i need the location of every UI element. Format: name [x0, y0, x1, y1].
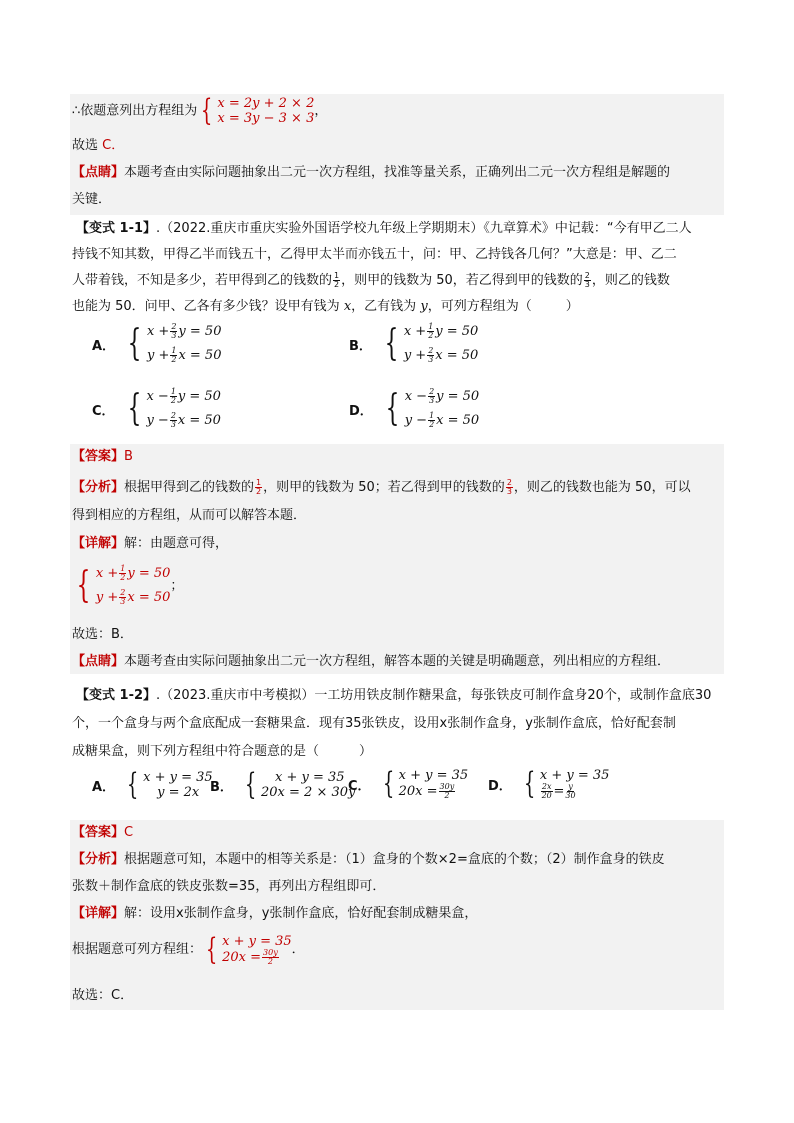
eq-row [404, 344, 479, 368]
eq-row [147, 344, 222, 368]
eq-part: y + [146, 348, 170, 363]
eq-row [399, 783, 469, 800]
eq-part: y + [95, 590, 119, 605]
dianjing-tag: 【点睛】 [72, 654, 125, 669]
eq-part: x = 50 [436, 413, 480, 428]
frac-den: 2 [267, 956, 273, 966]
fenxi-line-1 [72, 477, 691, 499]
xiangjie-text: 解：设用x张制作盒身，y张制作盒底，恰好配套制成糖果盒， [124, 906, 478, 921]
choose-value: C． [102, 138, 125, 153]
variant-text: 持钱不知其数，甲得乙半而钱五十，乙得甲太半而亦钱五十，问：甲、乙持钱各几何？”大意是：甲、乙二 [72, 247, 677, 262]
frac-den: 2 [171, 355, 177, 364]
eq-row [222, 949, 292, 966]
dianjing-tag: 【点睛】 [72, 165, 125, 180]
fenxi-line-4 [72, 876, 385, 898]
answer-tag: 【答案】 [72, 449, 125, 464]
frac-num: 2 [120, 588, 126, 597]
variant-text: 个，一个盒身与两个盒底配成一套糖果盒．现有35张铁皮，设用x张制作盒身，y张制作盒底，恰好配套制 [72, 716, 676, 731]
frac-den: 3 [120, 597, 126, 606]
fenxi-tag: 【分析】 [72, 480, 125, 495]
option-d[interactable]: D． { x − $\frac{2}{3}$ y = 50 y − $\frac{1}{2}$ x = 50 [349, 385, 479, 433]
eq-row [147, 320, 222, 344]
fenxi-text: ，则甲的钱数为 50；若乙得到甲的钱数的 [263, 480, 505, 495]
solution-system-2: { x + y = 35 20x = $\frac{30y}{2}$ [205, 931, 292, 967]
variant2-line-2 [72, 713, 676, 735]
eq-part: x = 50 [127, 590, 171, 605]
variant2-line-1 [76, 685, 711, 707]
frac-num: 1 [171, 346, 177, 355]
eq-part: y + [403, 348, 427, 363]
eq-part: x + [95, 566, 119, 581]
eq-part: x + [403, 324, 427, 339]
punct: ． [291, 942, 305, 957]
frac-num: 2x [541, 782, 552, 791]
frac-num: 1 [120, 564, 126, 573]
eq-row: x + y = 35 [275, 770, 345, 785]
answer-value: C [124, 825, 134, 840]
option-c[interactable]: C． { x + y = 35 20x = $\frac{30y}{2}$ [348, 766, 469, 801]
frac-den: 20 [541, 791, 552, 800]
fenxi-text: ，则乙的钱数也能为 50，可以 [513, 480, 691, 495]
xiangjie-text: 解：由题意可得， [124, 536, 229, 551]
xiangjie-line [72, 533, 228, 555]
choose-text: 故选 [72, 138, 99, 153]
frac-den: 2 [428, 331, 434, 340]
variant-text: ，则乙的钱数 [591, 273, 670, 288]
answer-value: B [124, 449, 133, 464]
eq-row [405, 385, 480, 409]
eq-part: 20x = [222, 949, 262, 965]
eq-row [146, 385, 221, 409]
xiangjie-tag: 【详解】 [72, 536, 125, 551]
frac-den: 30 [565, 791, 576, 800]
eq-row: 20x = 2 × 30y [261, 785, 356, 800]
choose-line-1 [72, 135, 124, 157]
answer-line-1 [72, 446, 133, 468]
eq-row [405, 409, 480, 433]
variant-text: 人带着钱，不知是多少，若甲得到乙的钱数的 [72, 273, 333, 288]
variant-text: .（2023.重庆市中考模拟）一工坊用铁皮制作糖果盒，每张铁皮可制作盒身20个，或制作盒底30 [156, 688, 712, 703]
punct: ； [170, 578, 184, 594]
frac-den: 3 [170, 420, 176, 429]
fraction-two-thirds: $\frac{2}{3}$ [584, 271, 590, 289]
punct: ， [314, 103, 328, 119]
fenxi-text: 得到相应的方程组，从而可以解答本题． [72, 508, 307, 523]
variant1-line-2 [72, 244, 677, 266]
var-y: y [420, 299, 428, 314]
variant-tag: 【变式 1-1】 [76, 221, 157, 236]
frac-num: 1 [170, 387, 176, 396]
eq-row: y = 2x [157, 785, 200, 800]
dianjing-line-3 [72, 651, 670, 673]
fenxi-text: 张数＋制作盒底的铁皮张数=35，再列出方程组即可． [72, 879, 386, 894]
eq-part: y − [146, 413, 169, 428]
eq-row: x + y = 35 [398, 768, 469, 783]
option-label: B． [349, 338, 372, 354]
answer-line-2 [72, 822, 133, 844]
dianjing-line-1 [72, 162, 670, 184]
frac-num: 2 [429, 387, 435, 396]
option-label: A． [92, 779, 116, 795]
solution-system-1: { x + $\frac{1}{2}$ y = 50 y + $\frac{2}{3}$ x = 50 ； [72, 562, 183, 610]
dianjing-line-2 [72, 189, 111, 211]
solution-prefix: 根据题意可列方程组： [72, 942, 203, 957]
option-label: D． [488, 778, 512, 794]
eq-part: x − [146, 389, 169, 404]
eq-row [96, 562, 171, 586]
option-label: C． [348, 778, 371, 794]
solution-line-2 [72, 930, 305, 970]
option-label: B． [210, 779, 233, 795]
frac-den: 2 [120, 573, 126, 582]
eq-part: = [553, 784, 565, 799]
variant-text: ） [359, 744, 373, 759]
eq-row [540, 783, 610, 800]
option-a[interactable]: A． { x + y = 35 y = 2x [92, 767, 213, 802]
frac-num: 1 [428, 322, 434, 331]
option-label: D． [349, 403, 373, 419]
xiangjie-line-2 [72, 903, 477, 925]
fraction-one-half: $\frac{1}{2}$ [256, 478, 262, 496]
eq-row: x = 2y + 2 × 2 [217, 96, 315, 111]
fraction-two-thirds: $\frac{2}{3}$ [506, 478, 512, 496]
eq-part: y = 50 [436, 389, 480, 404]
variant1-line-4 [72, 296, 579, 318]
eq-part: x + [146, 324, 170, 339]
fenxi-text: 根据甲得到乙的钱数的 [124, 480, 255, 495]
choose-line-2 [72, 624, 133, 646]
frac-den: 3 [171, 331, 177, 340]
equation-system-1: { x = 2y + 2 × 2 x = 3y − 3 × 3 [201, 93, 315, 128]
fenxi-tag: 【分析】 [72, 852, 125, 867]
eq-row [146, 409, 221, 433]
frac-num: y [568, 782, 573, 791]
frac-num: 30y [263, 947, 278, 957]
option-b[interactable]: B． { x + $\frac{1}{2}$ y = 50 y + $\frac{2}{3}$ x = 50 [349, 320, 478, 368]
eq-row: x = 3y − 3 × 3 [217, 111, 315, 126]
frac-num: 1 [429, 411, 435, 420]
eq-part: y = 50 [178, 324, 222, 339]
eq-row [404, 320, 479, 344]
fraction-one-half: $\frac{1}{2}$ [334, 271, 340, 289]
var-x: x [343, 299, 352, 314]
option-d[interactable]: D． { x + y = 35 $\frac{2x}{20}$ = $\frac{y}{30}$ [488, 766, 610, 801]
variant-text: ，可列方程组为（ [427, 299, 532, 314]
option-label: A． [92, 338, 116, 354]
eq-part: x = 50 [177, 413, 221, 428]
option-c[interactable]: C． { x − $\frac{1}{2}$ y = 50 y − $\frac{2}{3}$ x = 50 [92, 385, 221, 433]
answer-tag: 【答案】 [72, 825, 125, 840]
variant-text: 成糖果盒，则下列方程组中符合题意的是（ [72, 744, 320, 759]
dianjing-text: 本题考查由实际问题抽象出二元一次方程组，找准等量关系，正确列出二元一次方程组是解题的 [124, 165, 671, 180]
eq-part: x = 50 [435, 348, 479, 363]
eq-part: y − [404, 413, 428, 428]
frac-num: 30y [439, 782, 455, 791]
variant-text: ） [565, 299, 579, 314]
option-b[interactable]: B． { x + y = 35 20x = 2 × 30y [210, 767, 356, 802]
dianjing-text: 关键． [72, 192, 112, 207]
eq-part: y = 50 [435, 324, 479, 339]
eq-part: 20x = [398, 784, 438, 799]
fenxi-line-2 [72, 505, 306, 527]
system-intro-line [72, 93, 328, 128]
variant-text: 也能为 50．问甲、乙各有多少钱？设甲有钱为 [72, 299, 340, 314]
frac-den: 3 [428, 355, 434, 364]
frac-den: 2 [444, 791, 450, 800]
eq-row: x + y = 35 [222, 933, 292, 949]
variant-text: ，乙有钱为 [351, 299, 417, 314]
option-a[interactable]: A． { x + $\frac{2}{3}$ y = 50 y + $\frac{1}{2}$ x = 50 [92, 320, 221, 368]
system-intro-text: ∴依题意列出方程组为 [72, 103, 198, 119]
eq-part: x = 50 [178, 348, 222, 363]
eq-part: x − [404, 389, 428, 404]
choose-text: 故选：B． [72, 627, 133, 642]
variant2-line-3 [72, 741, 372, 763]
fenxi-text: 根据题意可知，本题中的相等关系是：（1）盒身的个数×2=盒底的个数；（2）制作盒身的铁皮 [124, 852, 665, 867]
frac-num: 2 [171, 322, 177, 331]
variant-text: .（2022.重庆市重庆实验外国语学校九年级上学期期末）《九章算术》中记载：“今有甲乙二人 [156, 221, 692, 236]
frac-num: 2 [428, 346, 434, 355]
dianjing-text: 本题考查由实际问题抽象出二元一次方程组，解答本题的关键是明确题意，列出相应的方程组． [124, 654, 671, 669]
fenxi-line-3 [72, 849, 665, 871]
eq-part: y = 50 [127, 566, 171, 581]
xiangjie-tag: 【详解】 [72, 906, 125, 921]
frac-num: 2 [170, 411, 176, 420]
eq-part: y = 50 [177, 389, 221, 404]
frac-den: 3 [429, 396, 435, 405]
option-label: C． [92, 403, 115, 419]
choose-text: 故选：C． [72, 988, 134, 1003]
frac-den: 2 [429, 420, 435, 429]
choose-line-3 [72, 985, 133, 1007]
eq-row [96, 586, 171, 610]
variant1-line-1 [76, 218, 692, 240]
variant1-line-3 [72, 270, 670, 292]
eq-row: x + y = 35 [143, 770, 213, 785]
frac-den: 2 [170, 396, 176, 405]
variant-tag: 【变式 1-2】 [76, 688, 157, 703]
variant-text: ，则甲的钱数为 50，若乙得到甲的钱数的 [341, 273, 583, 288]
eq-row: x + y = 35 [539, 768, 610, 783]
